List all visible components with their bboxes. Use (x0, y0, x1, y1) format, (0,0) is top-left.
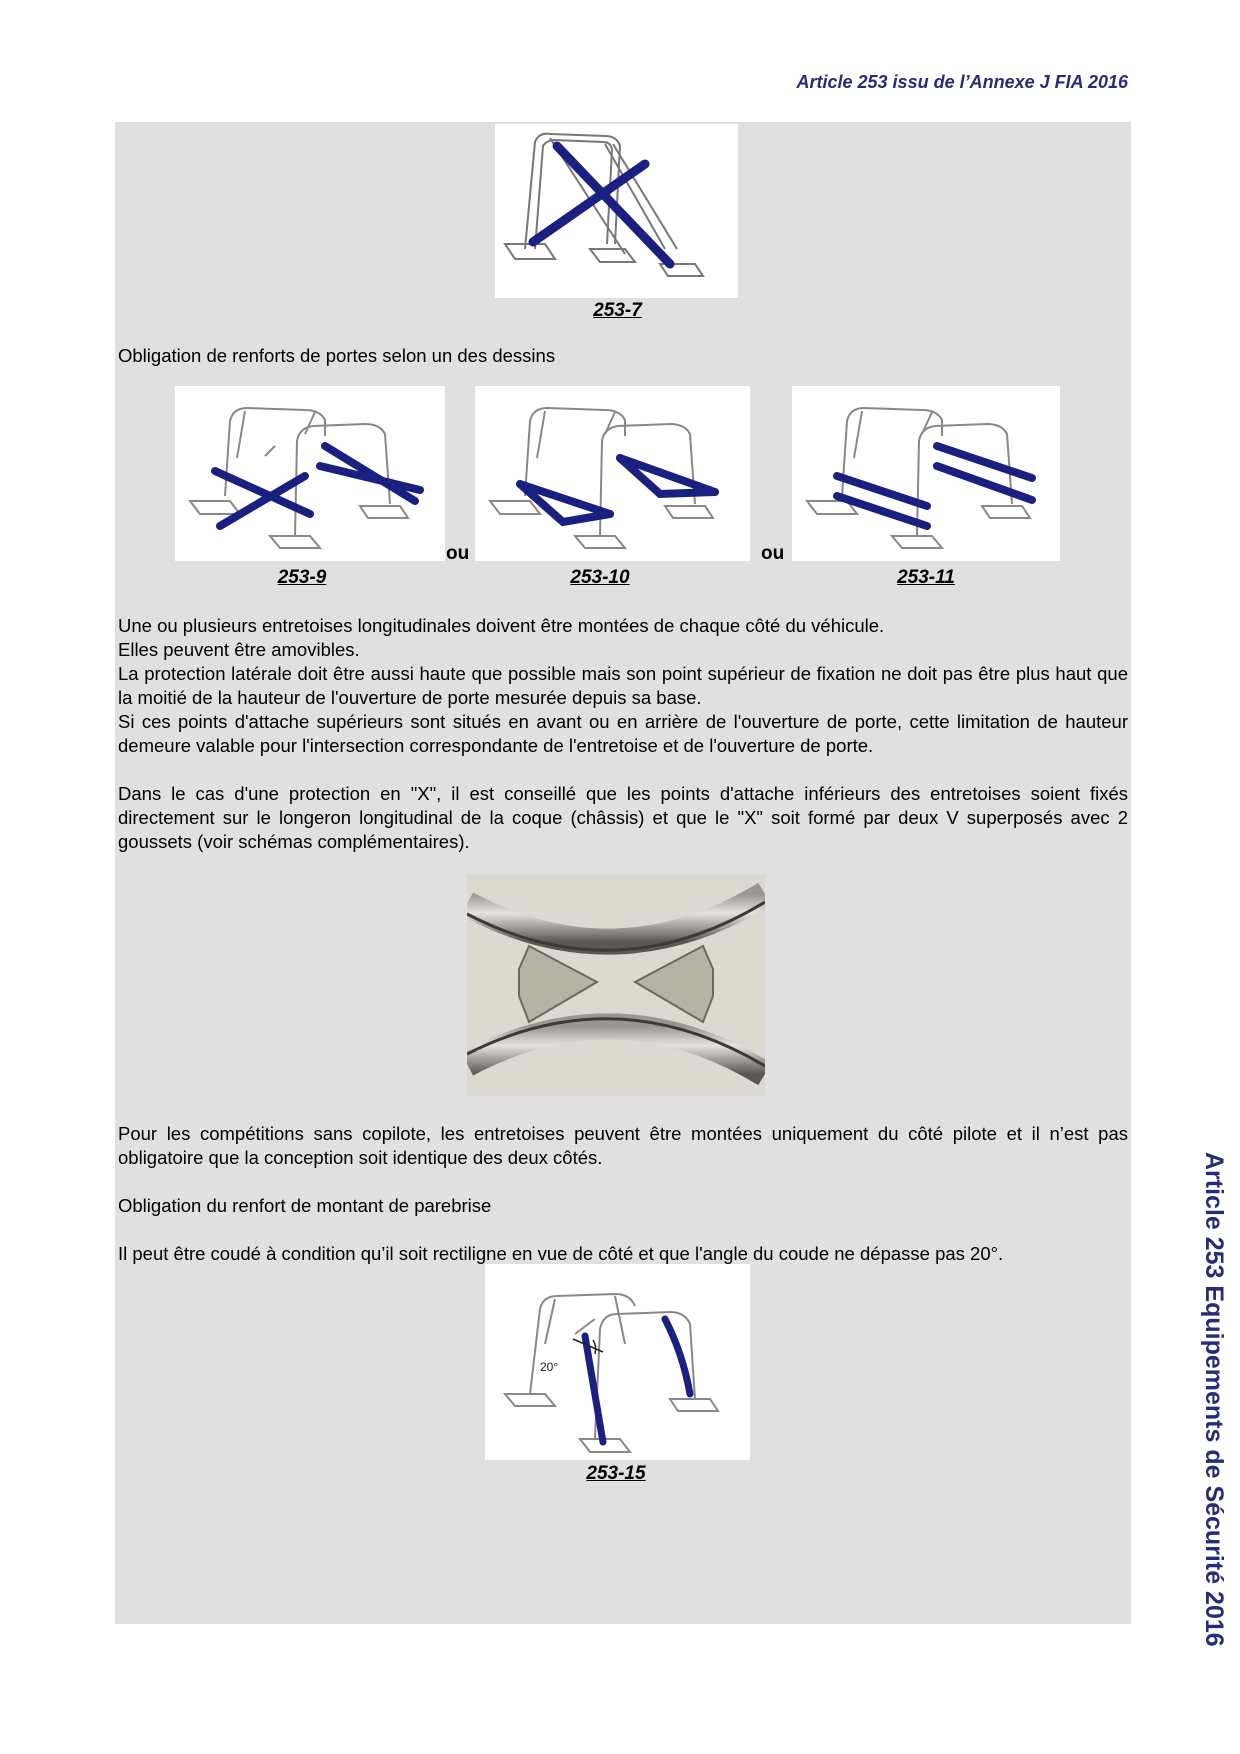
obligation-portes-text: Obligation de renforts de portes selon un des dessins (118, 345, 556, 366)
caption-253-10: 253-10 (570, 567, 630, 588)
paragraph-line: La protection latérale doit être aussi haute que possible mais son point supérieur de fixation ne doit pas être plus haut que la moitié de la hauteur de l'ouverture de porte mesurée depuis sa base. (118, 663, 1128, 708)
caption-253-11: 253-11 (897, 567, 955, 588)
page-header-title: Article 253 issu de l’Annexe J FIA 2016 (796, 72, 1128, 92)
paragraph-entretoises (118, 614, 1128, 758)
caption-253-15: 253-15 (586, 1463, 646, 1484)
figure-253-15 (485, 1264, 750, 1460)
side-document-title: Article 253 Equipements de Sécurité 2016 (1200, 1152, 1228, 1647)
angle-label: 20° (540, 1360, 559, 1374)
figure-253-10 (475, 386, 750, 561)
figure-253-9 (175, 386, 445, 561)
caption-253-7: 253-7 (593, 300, 642, 321)
paragraph-line: Une ou plusieurs entretoises longitudinales doivent être montées de chaque côté du véhicule. (118, 615, 885, 636)
caption-253-9: 253-9 (277, 567, 327, 588)
paragraph-line: Elles peuvent être amovibles. (118, 639, 360, 660)
figure-253-7 (495, 124, 738, 298)
figure-253-11 (792, 386, 1060, 561)
paragraph-montant-parebrise: Obligation du renfort de montant de parebrise (118, 1195, 492, 1216)
paragraph-line: Si ces points d'attache supérieurs sont situés en avant ou en arrière de l'ouverture de porte, cette limitation de hauteur demeure valable pour l'intersection correspondante de l'entretoise et de l'ouverture de porte. (118, 711, 1128, 756)
paragraph-coude: Il peut être coudé à condition qu’il soit rectiligne en vue de côté et que l'angle du coude ne dépasse pas 20°. (118, 1243, 1004, 1264)
paragraph-protection-x: Dans le cas d'une protection en "X", il est conseillé que les points d'attache inférieurs des entretoises soient fixés directement sur le longeron longitudinal de la coque (châssis) et que le "X" soit formé par deux V superposés avec 2 goussets (voir schémas complémentaires). (118, 783, 1128, 852)
ou-label-1: ou (446, 543, 470, 564)
ou-label-2: ou (761, 543, 785, 564)
paragraph-sans-copilote: Pour les compétitions sans copilote, les entretoises peuvent être montées uniquement du côté pilote et il n’est pas obligatoire que la conception soit identique des deux côtés. (118, 1123, 1128, 1168)
photo-x-gusset (467, 874, 765, 1096)
